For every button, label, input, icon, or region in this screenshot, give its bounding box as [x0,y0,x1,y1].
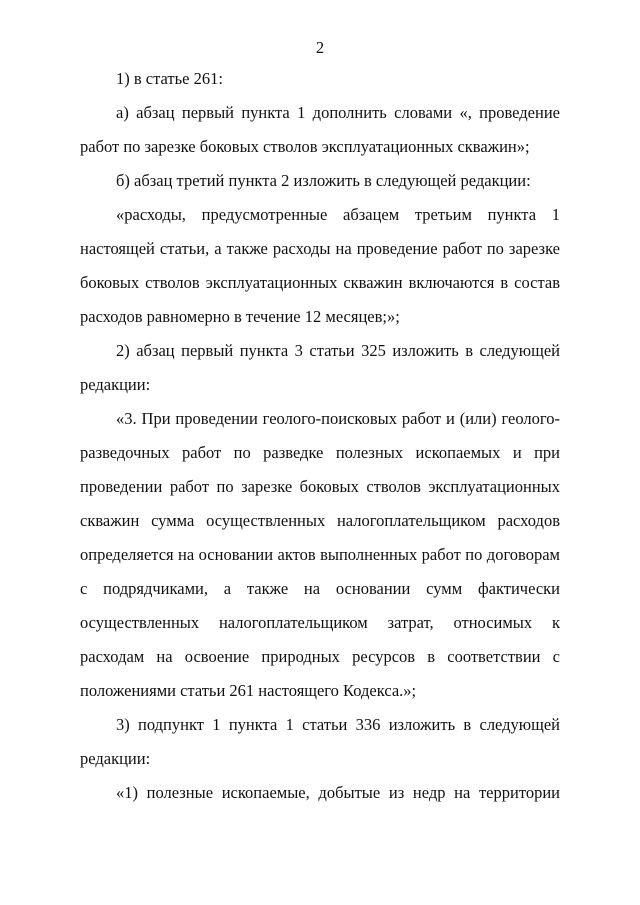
paragraph-quote-minerals: «1) полезные ископаемые, добытые из недр на территории [116,783,560,802]
paragraph-article-336: 3) подпункт 1 пункта 1 статьи 336 изложить в следующей редакции: [80,715,560,768]
paragraph-quote-point-3: «3. При проведении геолого-поисковых работ и (или) геолого-разведочных работ по разведке полезных ископаемых и при проведении работ по зарезке боковых стволов эксплуатационных скважин сумма осуществленных налогоплательщиком расходов определяется на основании актов выполненных работ по договорам с подрядчиками, а также на основании сумм фактически осуществленных налогоплательщиком затрат, относимых к расходам на освоение природных ресурсов в соответствии с положениями статьи 261 настоящего Кодекса.»; [80,409,560,700]
paragraph-quote-expenses: «расходы, предусмотренные абзацем третьим пункта 1 настоящей статьи, а также расходы на проведение работ по зарезке боковых стволов эксплуатационных скважин включаются в состав расходов равномерно в течение 12 месяцев;»; [80,205,560,326]
page-number: 2 [315,38,325,57]
paragraph-article-261: 1) в статье 261: [116,69,223,88]
paragraph-amendment-a: а) абзац первый пункта 1 дополнить словами «, проведение работ по зарезке боковых стволов эксплуатационных скважин»; [80,103,560,156]
paragraph-amendment-b: б) абзац третий пункта 2 изложить в следующей редакции: [116,171,531,190]
paragraph-article-325: 2) абзац первый пункта 3 статьи 325 изложить в следующей редакции: [80,341,560,394]
document-body [80,62,560,810]
